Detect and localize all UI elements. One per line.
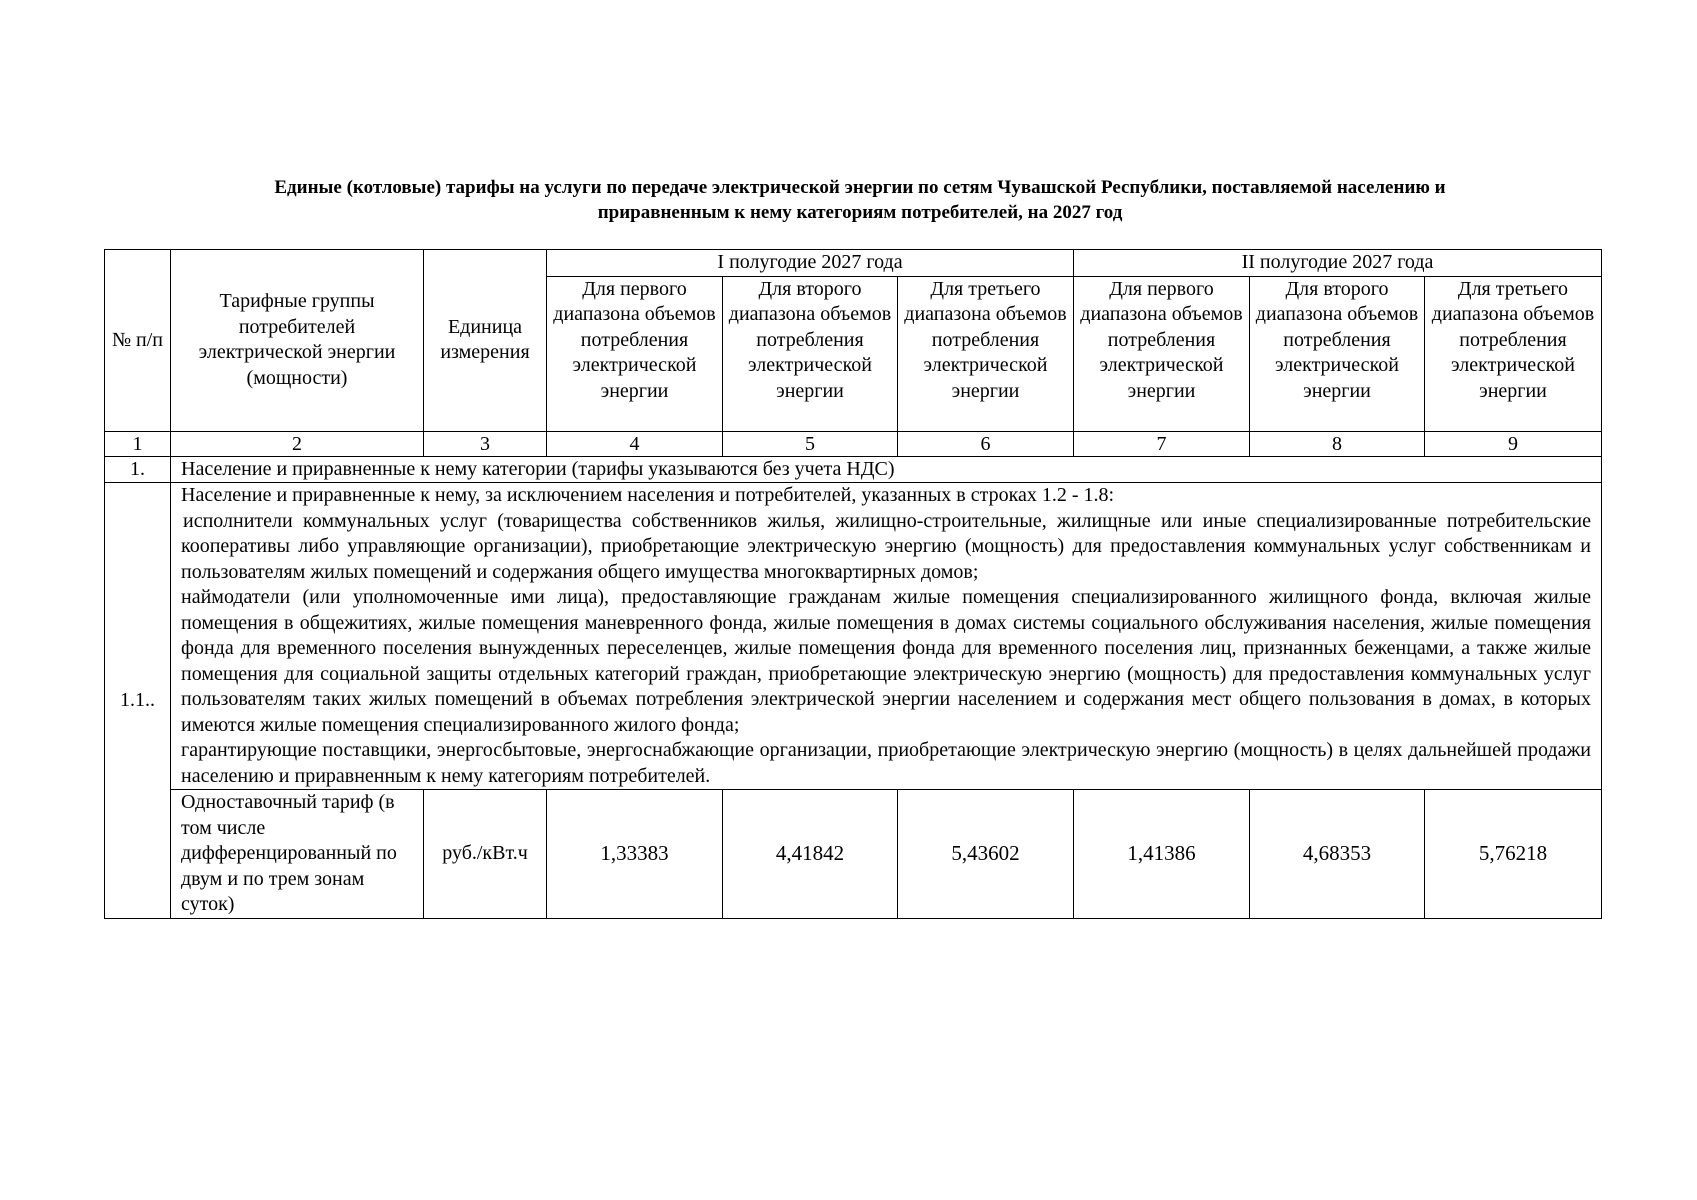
row-1-1-paragraph-2: исполнители коммунальных услуг (товарищества собственников жилья, жилищно-строительные, жилищные или иные специализированные потребительские кооперативы либо управляющие организации), приобретающие электрическую энергию (мощность) для предоставления коммунальных услуг собственникам и пользователям жилых помещений и содержания общего имущества многоквартирных домов; — [181, 509, 1591, 583]
document-title-line-1: Единые (котловые) тарифы на услуги по передаче электрической энергии по сетям Чувашской Республики, поставляемой населению и — [274, 177, 1446, 198]
section-1-row — [105, 456, 1602, 483]
tariff-label: Одноставочный тариф (в том числе дифференцированный по двум и по трем зонам суток) — [171, 790, 424, 919]
tariff-value-h1-range-2: 4,41842 — [723, 790, 898, 919]
row-1-1-description-cell — [171, 483, 1602, 790]
tariff-unit: руб./кВт.ч — [424, 790, 547, 919]
section-1-num: 1. — [105, 456, 171, 483]
header-range-3: Для третьего диапазона объемов потребления электрической энергии — [898, 276, 1074, 431]
header-range-2: Для второго диапазона объемов потребления электрической энергии — [723, 276, 898, 431]
section-1-label: Население и приравненные к нему категории (тарифы указываются без учета НДС) — [171, 456, 1602, 483]
header-num: № п/п — [105, 250, 171, 432]
tariff-value-h1-range-1: 1,33383 — [547, 790, 723, 919]
header-range-1: Для первого диапазона объемов потребления электрической энергии — [547, 276, 723, 431]
row-1-1-num: 1.1.. — [105, 483, 171, 919]
column-number: 9 — [1425, 431, 1602, 456]
row-1-1-paragraph-1: Население и приравненные к нему, за исключением населения и потребителей, указанных в строках 1.2 - 1.8: — [181, 484, 1115, 506]
tariff-value-h2-range-2: 4,68353 — [1250, 790, 1425, 919]
header-range-4: Для первого диапазона объемов потребления электрической энергии — [1074, 276, 1250, 431]
column-number: 5 — [723, 431, 898, 456]
header-unit: Единица измерения — [424, 250, 547, 432]
header-groups: Тарифные группы потребителей электрической энергии (мощности) — [171, 250, 424, 432]
row-1-1-tariff — [105, 790, 1602, 919]
header-half-2: II полугодие 2027 года — [1074, 250, 1602, 277]
row-1-1-description — [105, 483, 1602, 790]
column-number: 8 — [1250, 431, 1425, 456]
row-1-1-paragraph-4: гарантирующие поставщики, энергосбытовые, энергоснабжающие организации, приобретающие электрическую энергию (мощность) в целях дальнейшей продажи населению и приравненным к нему категориям потребителей. — [181, 739, 1591, 787]
column-number: 7 — [1074, 431, 1250, 456]
tariff-table — [104, 249, 1602, 919]
column-number: 2 — [171, 431, 424, 456]
tariff-value-h2-range-1: 1,41386 — [1074, 790, 1250, 919]
tariff-value-h1-range-3: 5,43602 — [898, 790, 1074, 919]
column-number: 6 — [898, 431, 1074, 456]
header-row-1 — [105, 250, 1602, 277]
column-number: 1 — [105, 431, 171, 456]
column-number: 3 — [424, 431, 547, 456]
header-half-1: I полугодие 2027 года — [547, 250, 1074, 277]
column-number: 4 — [547, 431, 723, 456]
tariff-value-h2-range-3: 5,76218 — [1425, 790, 1602, 919]
document-title — [150, 175, 1570, 225]
document-title-line-2: приравненным к нему категориям потребителей, на 2027 год — [597, 202, 1123, 223]
column-number-row — [105, 431, 1602, 456]
header-range-6: Для третьего диапазона объемов потребления электрической энергии — [1425, 276, 1602, 431]
header-range-5: Для второго диапазона объемов потребления электрической энергии — [1250, 276, 1425, 431]
row-1-1-paragraph-3: наймодатели (или уполномоченные ими лица), предоставляющие гражданам жилые помещения специализированного жилищного фонда, включая жилые помещения в общежитиях, жилые помещения маневренного фонда, жилые помещения в домах системы социального обслуживания населения, жилые помещения фонда для временного поселения вынужденных переселенцев, жилые помещения фонда для временного поселения лиц, признанных беженцами, а также жилые помещения для социальной защиты отдельных категорий граждан, приобретающие электрическую энергию (мощность) для предоставления коммунальных услуг пользователям таких жилых помещений в объемах потребления электрической энергии населением и содержания мест общего пользования в домах, в которых имеются жилые помещения специализированного жилого фонда; — [181, 586, 1591, 736]
